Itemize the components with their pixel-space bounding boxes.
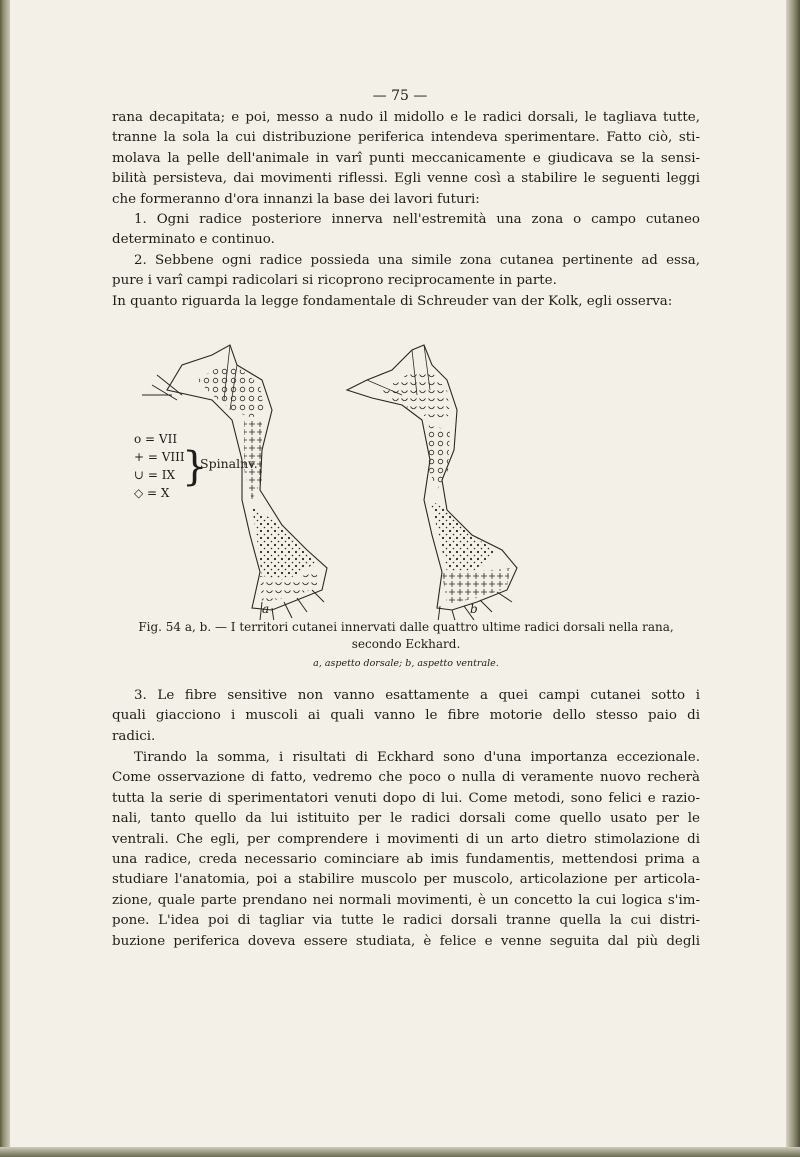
text-line: radici. — [112, 728, 156, 744]
text-line: Come osservazione di fatto, vedremo che poco o nulla di veramente nuovo recherà — [112, 770, 700, 786]
leg-b-ventral — [347, 345, 517, 620]
text-line: rana decapitata; e poi, messo a nudo il midollo e le radici dorsali, le tagliava tutte, — [112, 110, 700, 125]
figure-54 — [112, 340, 700, 620]
text-line: tranne la sola la cui distribuzione periferica intendeva sperimentare. Fatto ciò, sti- — [112, 130, 700, 146]
text-line: Tirando la somma, i risultati di Eckhard sono d'una importanza eccezionale. — [134, 750, 700, 765]
text-line: pone. L'idea poi di tagliar via tutte le radici dorsali tranne quella la cui distri- — [112, 913, 700, 929]
text-line: 3. Le fibre sensitive non vanno esattamente a quei campi cutanei sotto i — [134, 688, 700, 703]
paragraph-intro — [112, 108, 700, 210]
legend-root: VIII — [161, 450, 185, 464]
text-line: 1. Ogni radice posteriore innerva nell'estremità una zona o campo cutaneo — [134, 212, 700, 227]
text-line: tutta la serie di sperimentatori venuti dopo di lui. Come metodi, sono felici e razio- — [112, 790, 700, 806]
text-line: molava la pelle dell'animale in varî punti meccanicamente e giudicava se la sensi- — [112, 150, 700, 166]
text-line: nali, tanto quello da lui istituito per le radici dorsali come quello usato per le — [112, 811, 700, 827]
legend-brace: } — [182, 444, 208, 490]
leg-a-dorsal — [142, 345, 327, 620]
figure-caption-line-2: secondo Eckhard. — [351, 637, 461, 651]
legend-symbol: ◇ — [134, 486, 144, 500]
page-edge-shadow — [786, 0, 800, 1157]
legend-row-ix: ∪ = IX — [134, 468, 176, 482]
paragraph-law-3 — [112, 686, 700, 747]
legend-symbol: + — [134, 450, 145, 464]
text-line: una radice, creda necessario cominciare ab imis fundamentis, mettendosi prima a — [112, 852, 700, 868]
text-line: ventrali. Che egli, per comprendere i movimenti di un arto dietro stimolazione di — [112, 831, 700, 847]
text-line: 2. Sebbene ogni radice possieda una simile zona cutanea pertinente ad essa, — [134, 253, 700, 268]
legend-root: VII — [158, 432, 178, 446]
text-line: zione, quale parte prendano nei normali movimenti, è un concetto la cui logica s'im- — [112, 892, 700, 908]
legend-bracket-label: Spinalnv. — [200, 456, 258, 471]
figure-label-a: a — [262, 602, 270, 616]
text-line: pure i varî campi radicolari si ricoprono reciprocamente in parte. — [112, 273, 557, 289]
text-line: buzione periferica doveva essere studiata, è felice e venne seguita dal più degli — [112, 933, 700, 949]
law-intro — [112, 292, 700, 312]
legend-row-viii: + = VIII — [134, 450, 185, 464]
legend-root: IX — [161, 468, 176, 482]
page-number: — 75 — — [372, 88, 428, 104]
figure-subcaption: a, aspetto dorsale; b, aspetto ventrale. — [313, 658, 499, 669]
legend-symbol: o — [134, 432, 142, 446]
figure-label-b: b — [470, 602, 478, 616]
text-line: che formeranno d'ora innanzi la base dei lavori futuri: — [112, 191, 480, 207]
text-line: bilità persisteva, dai movimenti riflessi. Egli venne così a stabilire le seguenti leggi — [112, 171, 700, 187]
paragraph-summary — [112, 748, 700, 952]
text-line: In quanto riguarda la legge fondamentale di Schreuder van der Kolk, egli osserva: — [112, 294, 673, 309]
law-2 — [112, 251, 700, 292]
figure-caption: Fig. 54 a, b. — I territori cutanei innervati dalle quattro ultime radici dorsali nella rana, — [138, 620, 674, 634]
text-line: studiare l'anatomia, poi a stabilire muscolo per muscolo, articolazione per articola- — [112, 872, 700, 888]
legend-row-x: ◇ = X — [134, 486, 170, 500]
text-line: quali giacciono i muscoli ai quali vanno le fibre motorie dello stesso paio di — [112, 708, 700, 724]
legend-symbol: ∪ — [134, 468, 145, 482]
legend-root: X — [160, 486, 170, 500]
text-line: determinato e continuo. — [112, 232, 275, 248]
legend-row-vii: o = VII — [134, 432, 178, 446]
page-binding-shadow — [0, 0, 10, 1157]
law-1 — [112, 210, 700, 251]
page-bottom-shadow — [0, 1147, 800, 1157]
